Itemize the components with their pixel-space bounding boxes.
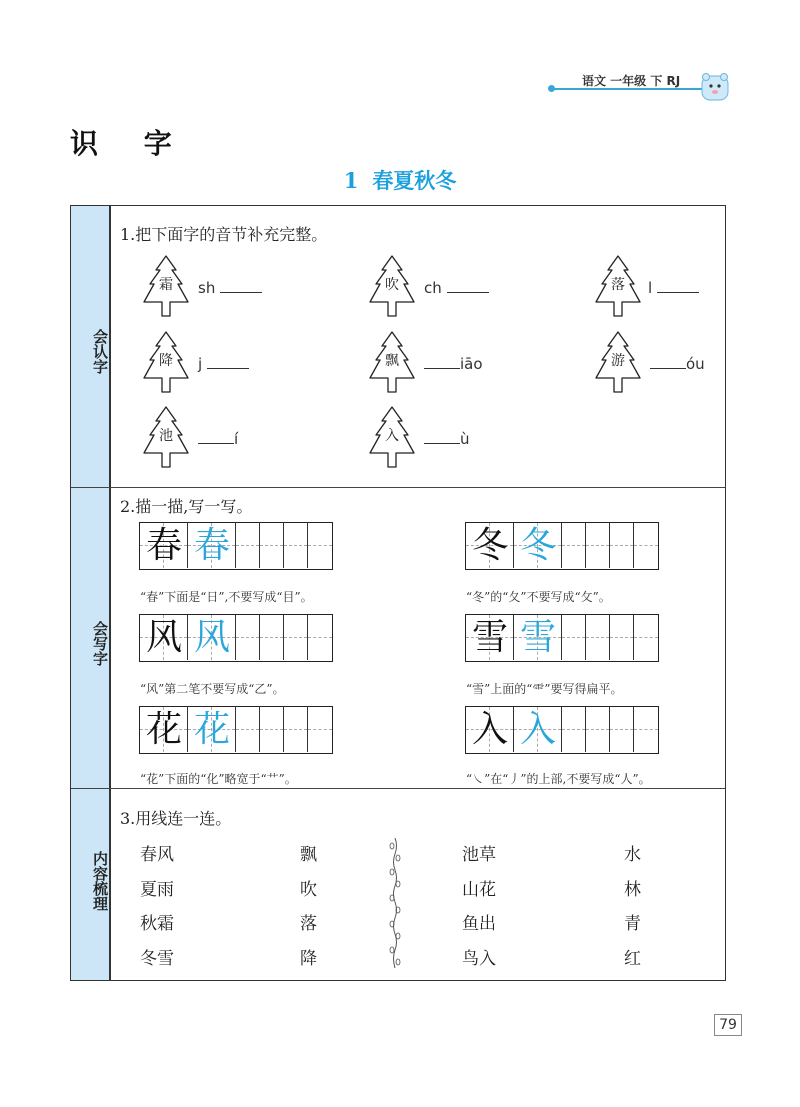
tree-char: 吹 [385,277,399,293]
tree-char: 入 [385,428,399,444]
pinyin-answer[interactable] [648,279,699,297]
match-word[interactable]: 鱼出 [462,914,496,934]
match-word[interactable]: 落 [300,914,317,934]
tree-item [366,405,418,471]
writing-grid[interactable] [465,522,659,570]
side-panel-recognize [71,206,109,487]
trace-char: 花 [193,709,230,750]
pinyin-answer[interactable] [198,355,249,373]
pinyin-answer[interactable] [650,355,705,373]
section-title: 识 字 [70,127,190,160]
match-word[interactable]: 鸟入 [462,949,496,969]
match-word[interactable]: 降 [300,949,317,969]
pinyin-given: j [198,355,203,373]
answer-blank[interactable] [207,355,249,369]
match-word[interactable]: 水 [624,845,641,865]
writing-tip: “风”第二笔不要写成“乙”。 [140,682,285,696]
tree-char: 游 [611,353,625,369]
mascot-icon [700,72,730,102]
answer-blank[interactable] [424,430,460,444]
match-word[interactable]: 飘 [300,845,317,865]
frame-divider-vertical [109,206,111,980]
pinyin-given: iāo [460,355,483,373]
trace-char: 雪 [519,617,556,658]
vine-divider [389,838,401,968]
match-word[interactable]: 吹 [300,880,317,900]
pinyin-given: sh [198,279,216,297]
writing-tip: “春”下面是“日”,不要写成“目”。 [140,590,313,604]
tree-item [366,254,418,320]
tree-item [140,254,192,320]
match-word[interactable]: 林 [624,880,641,900]
match-word[interactable]: 山花 [462,880,496,900]
q2-prompt: 2.描一描,写一写。 [120,497,253,516]
writing-tip: “雪”上面的“⻗”要写得扁平。 [466,682,623,696]
writing-grid[interactable] [139,706,333,754]
section-divider-1 [71,487,725,488]
model-char: 冬 [471,525,508,566]
match-word[interactable]: 春风 [140,845,174,865]
answer-blank[interactable] [650,355,686,369]
trace-char: 风 [193,617,230,658]
match-word[interactable]: 红 [624,949,641,969]
tree-char: 落 [611,277,625,293]
match-word[interactable]: 冬雪 [140,949,174,969]
trace-char: 冬 [519,525,556,566]
model-char: 春 [145,525,182,566]
model-char: 风 [145,617,182,658]
tree-char: 池 [159,428,173,444]
pinyin-answer[interactable] [424,355,483,373]
writing-tip: “㇏”在“丿”的上部,不要写成“人”。 [466,772,651,786]
side-panel-write [71,488,109,788]
writing-tip: “冬”的“夂”不要写成“攵”。 [466,590,611,604]
answer-blank[interactable] [424,355,460,369]
model-char: 雪 [471,617,508,658]
tree-item [592,254,644,320]
pinyin-given: ch [424,279,442,297]
match-word[interactable]: 夏雨 [140,880,174,900]
writing-grid[interactable] [465,614,659,662]
page-number: 79 [714,1014,742,1036]
tree-item [140,405,192,471]
pinyin-answer[interactable] [424,430,470,448]
model-char: 入 [471,709,508,750]
book-label: 语文 一年级 下 RJ [582,74,681,88]
writing-grid[interactable] [139,614,333,662]
answer-blank[interactable] [657,279,699,293]
pinyin-answer[interactable] [198,279,262,297]
tree-item [366,330,418,396]
tree-char: 降 [159,353,173,369]
answer-blank[interactable] [447,279,489,293]
pinyin-given: í [234,430,239,448]
match-word[interactable]: 池草 [462,845,496,865]
lesson-name: 春夏秋冬 [372,169,457,193]
writing-grid[interactable] [465,706,659,754]
pinyin-given: óu [686,355,705,373]
q3-prompt: 3.用线连一连。 [120,809,232,828]
match-word[interactable]: 秋霜 [140,914,174,934]
trace-char: 春 [193,525,230,566]
tree-char: 霜 [159,277,173,293]
answer-blank[interactable] [198,430,234,444]
side-label-summary: 内容梳理 [91,851,109,911]
match-word[interactable]: 青 [624,914,641,934]
pinyin-answer[interactable] [424,279,489,297]
side-label-recognize: 会认字 [91,328,109,374]
section-divider-2 [71,788,725,789]
answer-blank[interactable] [220,279,262,293]
q1-prompt: 1.把下面字的音节补充完整。 [120,225,328,244]
trace-char: 入 [519,709,556,750]
lesson-title [0,165,800,195]
writing-grid[interactable] [139,522,333,570]
side-label-write: 会写字 [91,620,109,666]
pinyin-answer[interactable] [198,430,238,448]
tree-item [592,330,644,396]
pinyin-given: ù [460,430,470,448]
tree-char: 飘 [385,353,399,369]
pinyin-given: l [648,279,653,297]
lesson-number: 1 [343,168,359,193]
side-panel-summary [71,789,109,980]
tree-item [140,330,192,396]
model-char: 花 [145,709,182,750]
writing-tip: “花”下面的“化”略宽于“艹”。 [140,772,297,786]
